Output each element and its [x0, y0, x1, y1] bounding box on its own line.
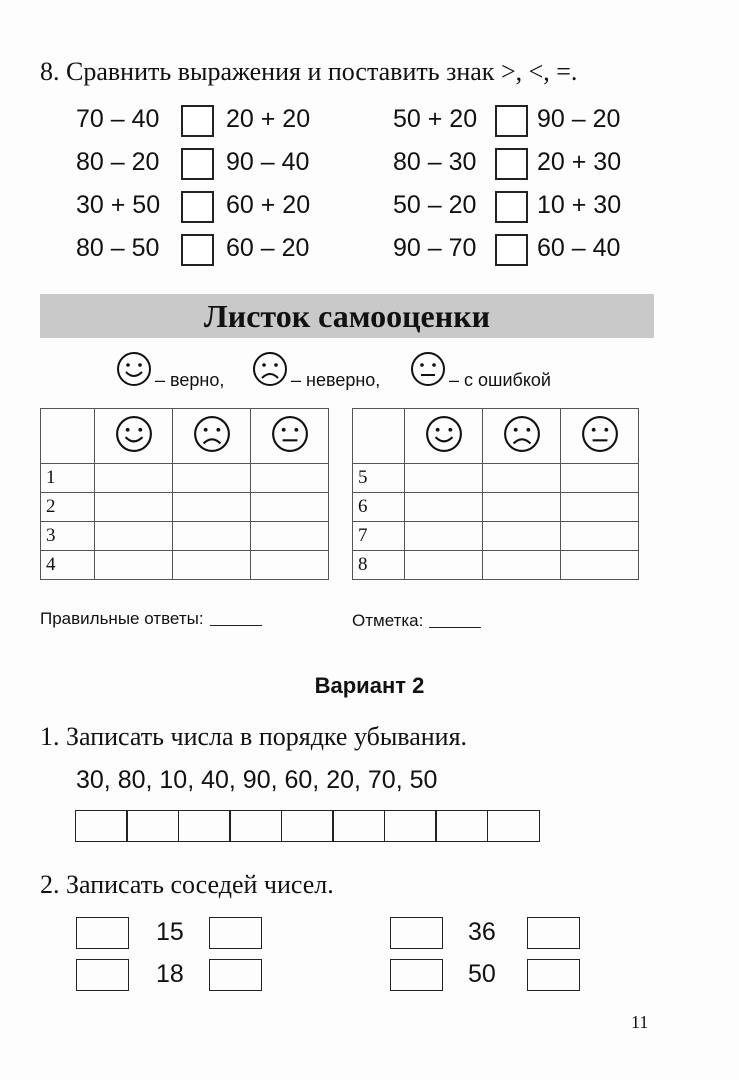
- task1-title: 1. Записать числа в порядке убывания.: [40, 722, 468, 751]
- compare-box[interactable]: [181, 191, 214, 223]
- expression: 50 – 20: [393, 191, 477, 219]
- table-row: [353, 522, 639, 551]
- neighbor-before-box[interactable]: [76, 917, 129, 949]
- answer-cell[interactable]: [229, 810, 282, 842]
- given-number: 18: [156, 960, 184, 988]
- page-number: 11: [631, 1012, 649, 1032]
- self-assessment-title: Листок самооценки: [40, 294, 654, 338]
- expression: 80 – 50: [76, 234, 160, 262]
- compare-box[interactable]: [181, 234, 214, 266]
- answer-cell[interactable]: [384, 810, 437, 842]
- compare-box[interactable]: [495, 105, 528, 137]
- neighbor-before-box[interactable]: [390, 917, 443, 949]
- compare-box[interactable]: [181, 105, 214, 137]
- neighbor-before-box[interactable]: [76, 959, 129, 991]
- table-row: [353, 464, 639, 493]
- row-number: 5: [353, 464, 405, 493]
- legend-wrong: – неверно,: [291, 370, 381, 390]
- answer-cells: [76, 810, 540, 842]
- neighbor-before-box[interactable]: [390, 959, 443, 991]
- number-sequence: 30, 80, 10, 40, 90, 60, 20, 70, 50: [76, 766, 438, 794]
- row-number: 7: [353, 522, 405, 551]
- expression: 90 – 40: [226, 148, 310, 176]
- neighbor-after-box[interactable]: [527, 917, 580, 949]
- neutral-face-icon: [581, 415, 619, 453]
- neighbor-after-box[interactable]: [209, 917, 262, 949]
- expression: 90 – 70: [393, 234, 477, 262]
- expression: 60 – 40: [537, 234, 621, 262]
- legend-mistake: – с ошибкой: [449, 370, 551, 390]
- answer-cell[interactable]: [126, 810, 179, 842]
- answer-cell[interactable]: [178, 810, 231, 842]
- grade-line[interactable]: [429, 627, 481, 628]
- correct-answers-line[interactable]: [210, 625, 262, 626]
- correct-answers-field: [40, 609, 262, 629]
- grade-field: [352, 611, 481, 631]
- task8-title: 8. Сравнить выражения и поставить знак >, <, =.: [40, 57, 578, 86]
- expression: 60 + 20: [226, 191, 311, 219]
- table-row: [41, 522, 329, 551]
- row-number: 8: [353, 551, 405, 580]
- expression: 90 – 20: [537, 105, 621, 133]
- neighbor-after-box[interactable]: [209, 959, 262, 991]
- expression: 20 + 30: [537, 148, 622, 176]
- row-number: 2: [41, 493, 95, 522]
- expression: 60 – 20: [226, 234, 310, 262]
- answer-cell[interactable]: [487, 810, 540, 842]
- row-number: 4: [41, 551, 95, 580]
- answer-cell[interactable]: [435, 810, 488, 842]
- table-row: [353, 551, 639, 580]
- frown-icon: [193, 415, 231, 453]
- answer-cell[interactable]: [281, 810, 334, 842]
- rating-table-left: [40, 408, 329, 580]
- table-row: [353, 493, 639, 522]
- smile-icon: [115, 415, 153, 453]
- given-number: 50: [468, 960, 496, 988]
- expression: 50 + 20: [393, 105, 478, 133]
- variant-title: Вариант 2: [314, 673, 425, 698]
- rating-table-right: [352, 408, 639, 580]
- answer-cell[interactable]: [75, 810, 128, 842]
- expression: 10 + 30: [537, 191, 622, 219]
- given-number: 36: [468, 918, 496, 946]
- table-row: [41, 464, 329, 493]
- task2-title: 2. Записать соседей чисел.: [40, 870, 334, 899]
- table-row: [41, 551, 329, 580]
- neutral-face-icon: [410, 351, 446, 387]
- smile-icon: [425, 415, 463, 453]
- table-row: [41, 493, 329, 522]
- smile-icon: [116, 351, 152, 387]
- expression: 80 – 30: [393, 148, 477, 176]
- expression: 70 – 40: [76, 105, 160, 133]
- row-number: 3: [41, 522, 95, 551]
- neutral-face-icon: [271, 415, 309, 453]
- compare-box[interactable]: [495, 234, 528, 266]
- expression: 80 – 20: [76, 148, 160, 176]
- legend-correct: – верно,: [155, 370, 225, 390]
- given-number: 15: [156, 918, 184, 946]
- row-number: 1: [41, 464, 95, 493]
- neighbor-after-box[interactable]: [527, 959, 580, 991]
- expression: 30 + 50: [76, 191, 161, 219]
- correct-answers-label: Правильные ответы:: [40, 609, 204, 628]
- grade-label: Отметка:: [352, 611, 424, 630]
- frown-icon: [252, 351, 288, 387]
- compare-box[interactable]: [495, 191, 528, 223]
- row-number: 6: [353, 493, 405, 522]
- expression: 20 + 20: [226, 105, 311, 133]
- compare-box[interactable]: [495, 148, 528, 180]
- frown-icon: [503, 415, 541, 453]
- compare-box[interactable]: [181, 148, 214, 180]
- answer-cell[interactable]: [332, 810, 385, 842]
